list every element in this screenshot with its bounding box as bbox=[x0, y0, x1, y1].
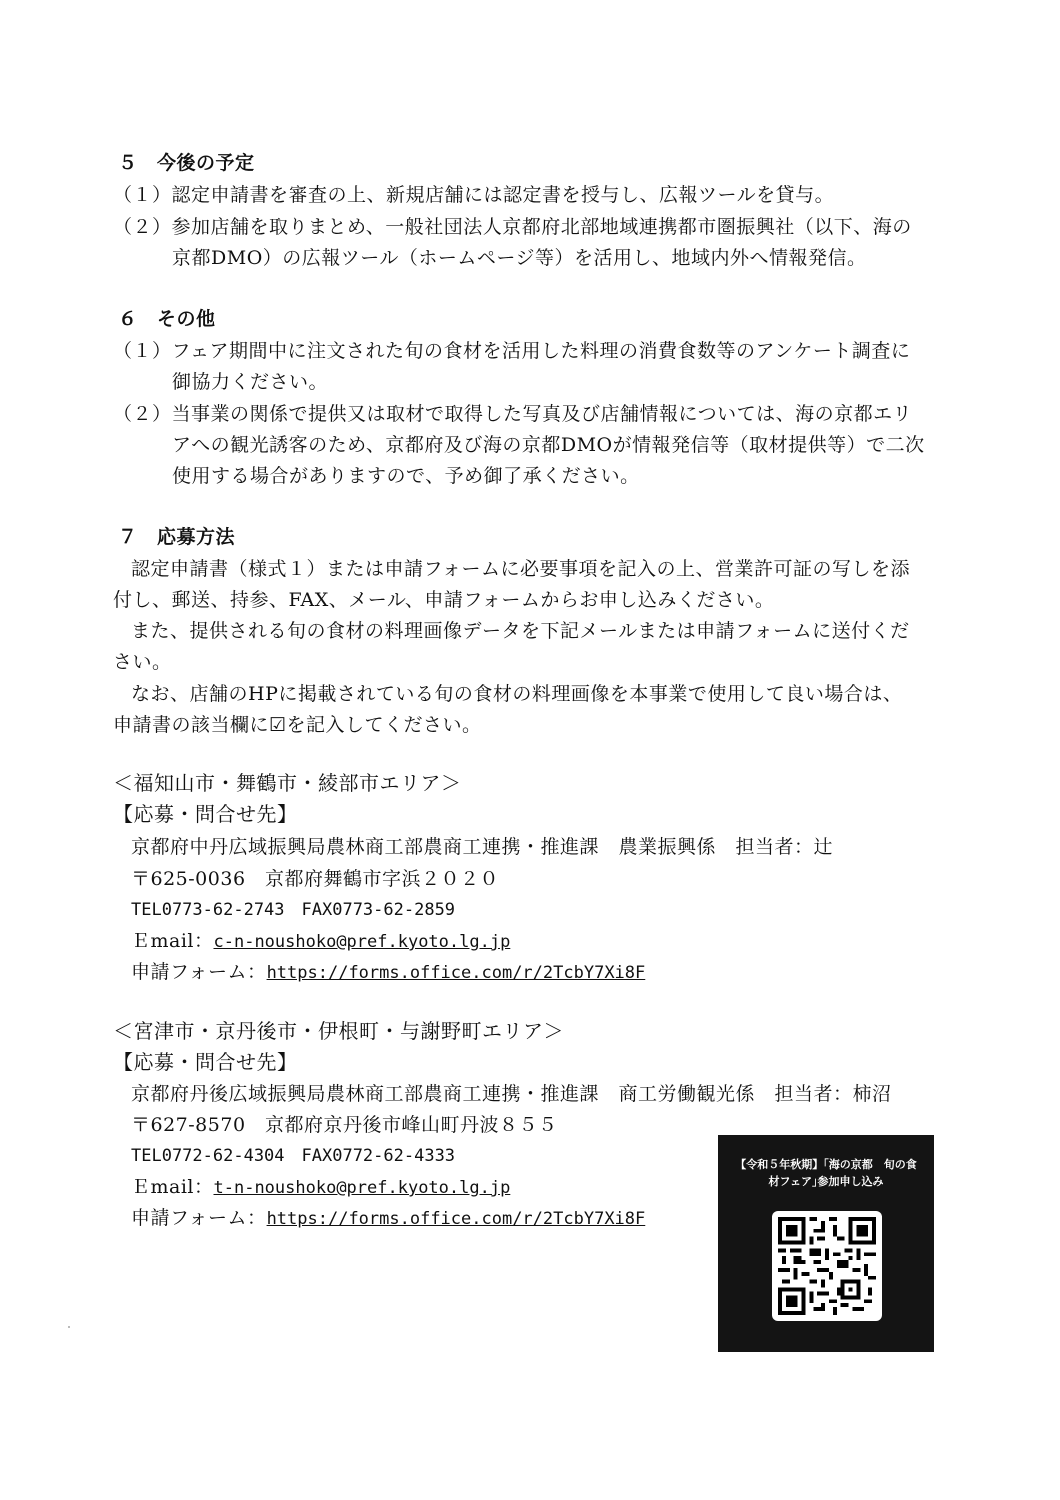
area-2-contact-label: 【応募・問合せ先】 bbox=[113, 1050, 298, 1074]
area-1-form-link[interactable]: https://forms.office.com/r/2TcbY7Xi8F bbox=[266, 963, 646, 983]
section-5-item-2-line-2: 京都DMO）の広報ツール（ホームページ等）を活用し、地域内外へ情報発信。 bbox=[172, 247, 867, 269]
section-6-item-2-line-3: 使用する場合がありますので、予め御了承ください。 bbox=[172, 465, 640, 487]
area-1-office: 京都府中丹広域振興局農林商工部農商工連携・推進課 農業振興係 担当者：辻 bbox=[131, 836, 834, 858]
section-7-paragraph-3-line-2: 申請書の該当欄に☑を記入してください。 bbox=[113, 714, 482, 736]
qr-code-panel bbox=[718, 1135, 934, 1352]
section-5-heading: ５ 今後の予定 bbox=[118, 152, 255, 174]
area-2-email-row bbox=[131, 1174, 510, 1201]
section-6-item-2-line-1: （２）当事業の関係で提供又は取材で取得した写真及び店舗情報については、海の京都エリ bbox=[113, 403, 913, 425]
area-1-contact-label: 【応募・問合せ先】 bbox=[113, 802, 298, 826]
section-7-paragraph-1-line-1: 認定申請書（様式１）または申請フォームに必要事項を記入の上、営業許可証の写しを添 bbox=[131, 558, 911, 580]
area-2-email-link[interactable]: t-n-noushoko@pref.kyoto.lg.jp bbox=[213, 1178, 511, 1198]
area-2-title: ＜宮津市・京丹後市・伊根町・与謝野町エリア＞ bbox=[113, 1019, 564, 1043]
area-1-form-label: 申請フォーム： bbox=[131, 961, 267, 983]
area-1-email-link[interactable]: c-n-noushoko@pref.kyoto.lg.jp bbox=[213, 932, 511, 952]
qr-caption-line-1: 【令和５年秋期】｢海の京都 旬の食 bbox=[735, 1158, 917, 1171]
scan-speck bbox=[68, 1326, 70, 1328]
area-1-phone-fax: TEL0773-62-2743 FAX0773-62-2859 bbox=[131, 900, 456, 920]
area-2-form-row bbox=[131, 1205, 645, 1232]
section-6-item-1-line-2: 御協力ください。 bbox=[172, 371, 329, 393]
area-1-title: ＜福知山市・舞鶴市・綾部市エリア＞ bbox=[113, 771, 462, 795]
section-7-paragraph-3-line-1: なお、店舗のHPに掲載されている旬の食材の料理画像を本事業で使用して良い場合は、 bbox=[131, 683, 903, 705]
section-7-paragraph-1-line-2: 付し、郵送、持参、FAX、メール、申請フォームからお申し込みください。 bbox=[113, 589, 775, 611]
section-7-heading: ７ 応募方法 bbox=[118, 526, 236, 548]
section-6-item-2-line-2: アへの観光誘客のため、京都府及び海の京都DMOが情報発信等（取材提供等）で二次 bbox=[172, 434, 925, 456]
section-5-item-2-line-1: （２）参加店舗を取りまとめ、一般社団法人京都府北部地域連携都市圏振興社（以下、海の bbox=[113, 216, 912, 238]
section-7-paragraph-2-line-1: また、提供される旬の食材の料理画像データを下記メールまたは申請フォームに送付くだ bbox=[131, 620, 910, 642]
area-1-form-row bbox=[131, 959, 645, 986]
section-6-item-1-line-1: （１）フェア期間中に注文された旬の食材を活用した料理の消費食数等のアンケート調査に bbox=[113, 340, 911, 362]
area-2-form-label: 申請フォーム： bbox=[131, 1207, 267, 1229]
qr-caption-line-2: 材フェア｣参加申し込み bbox=[768, 1175, 884, 1188]
qr-code-icon[interactable] bbox=[772, 1211, 882, 1321]
area-2-email-label: Ｅmail： bbox=[131, 1176, 214, 1198]
section-5-item-1: （１）認定申請書を審査の上、新規店舗には認定書を授与し、広報ツールを貸与。 bbox=[113, 184, 835, 206]
area-2-office: 京都府丹後広域振興局農林商工部農商工連携・推進課 商工労働観光係 担当者：柿沼 bbox=[131, 1083, 892, 1105]
area-1-email-row bbox=[131, 928, 510, 955]
area-1-email-label: Ｅmail： bbox=[131, 930, 214, 952]
area-2-form-link[interactable]: https://forms.office.com/r/2TcbY7Xi8F bbox=[266, 1209, 646, 1229]
area-2-address: 〒627-8570 京都府京丹後市峰山町丹波８５５ bbox=[131, 1114, 558, 1136]
area-1-address: 〒625-0036 京都府舞鶴市字浜２０２０ bbox=[131, 868, 500, 890]
section-7-paragraph-2-line-2: さい。 bbox=[113, 651, 172, 673]
section-6-heading: ６ その他 bbox=[118, 308, 216, 330]
area-2-phone-fax: TEL0772-62-4304 FAX0772-62-4333 bbox=[131, 1146, 456, 1166]
